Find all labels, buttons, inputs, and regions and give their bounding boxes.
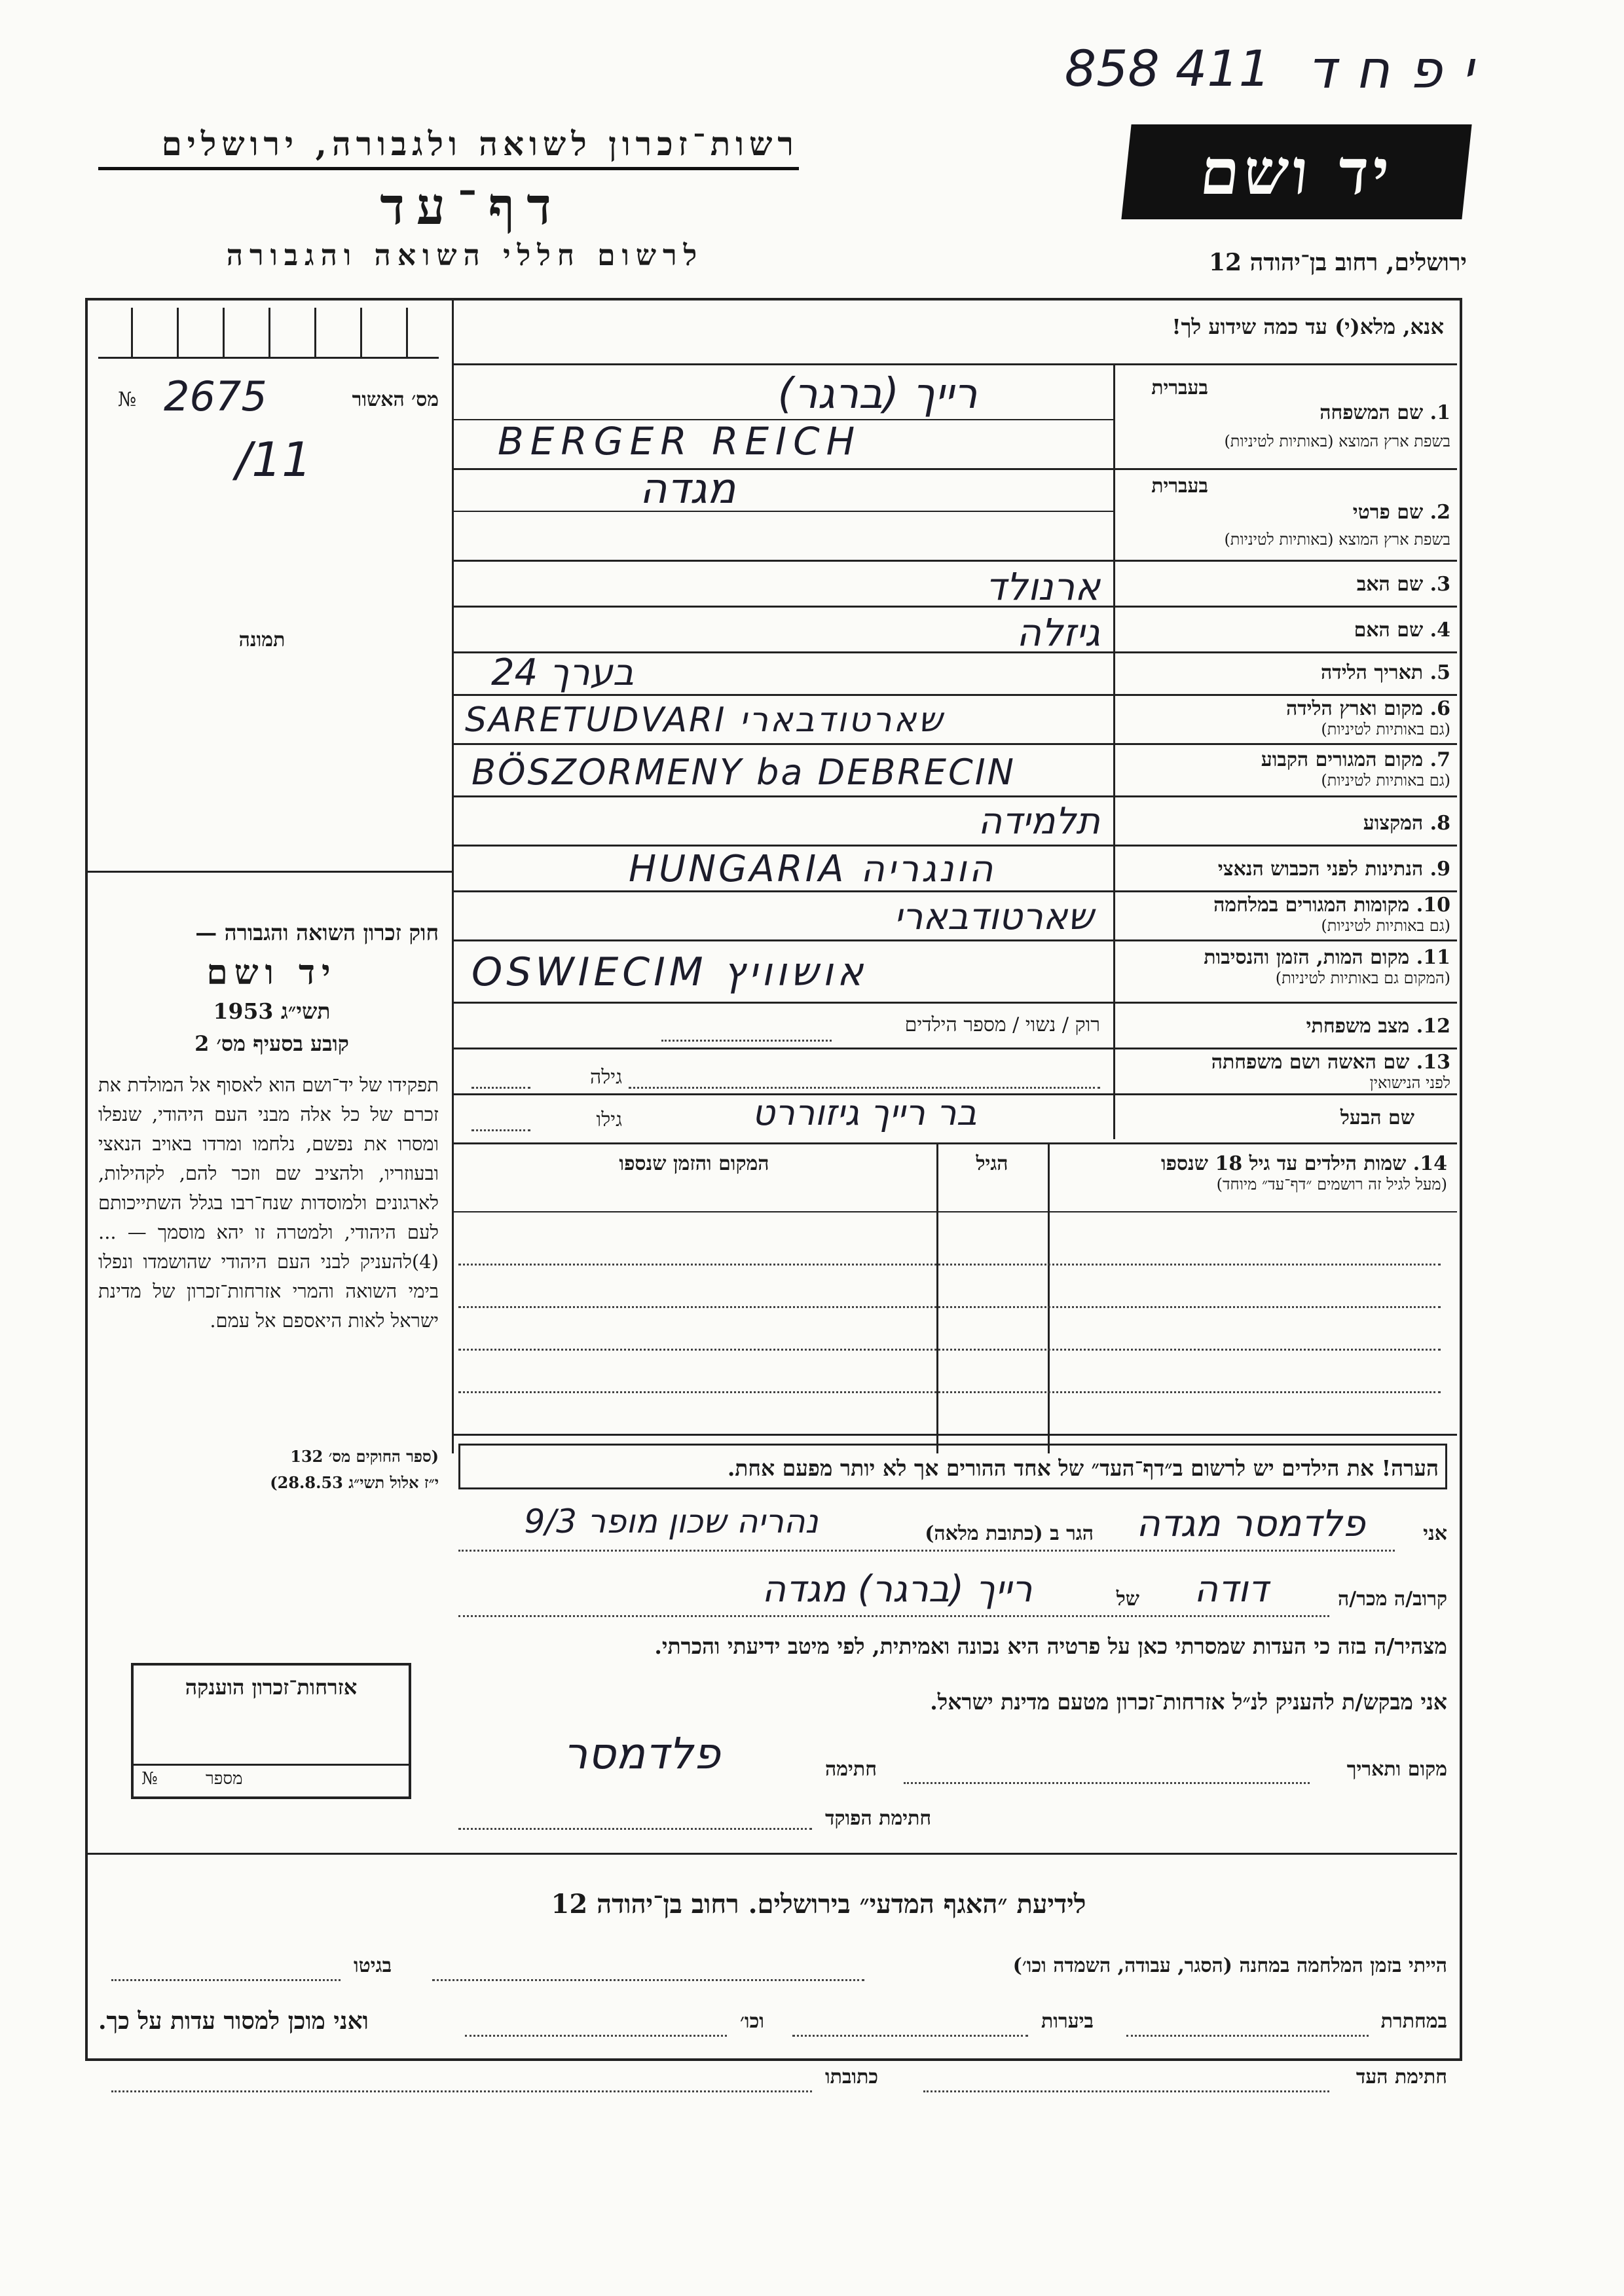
field-family-name	[1120, 376, 1450, 468]
declarant-address: נהריה שכון מופר 9/3	[524, 1503, 819, 1540]
place-date-label: מקום ותאריך	[1346, 1758, 1447, 1781]
relative-value: דודה	[1194, 1568, 1268, 1611]
approval-ticks	[98, 308, 439, 359]
first-name-hebrew-value: מגדה	[639, 465, 736, 513]
declaration-sign-row	[458, 1728, 1447, 1787]
signature-label: חתימה	[825, 1758, 877, 1781]
yad-vashem-logo: יד ושם	[1121, 124, 1471, 219]
profession-value: תלמידה	[978, 800, 1100, 843]
of-label: של	[1116, 1588, 1139, 1611]
bottom-line-3: חתימת העד כתובתו	[98, 2059, 1447, 2098]
in-hebrew-label: בעברית	[1151, 376, 1208, 399]
declaration-relative-row	[458, 1561, 1447, 1620]
law-section: קובע בסעיף מס׳ 2	[194, 1031, 349, 1056]
birth-place-value: SARETUDVARI שארטודבארי	[465, 701, 945, 740]
field-profession: 8. המקצוע	[1363, 812, 1450, 835]
law-reference-1: (ספר החוקים מס׳ 132	[290, 1447, 439, 1466]
field-1-num: 1.	[1430, 401, 1450, 424]
declaration-statement: מצהיר/ה בזה כי העדות שמסרתי כאן על פרטיה היא נכונה ואמיתית, לפי מיטב ידיעתי והכרתי.	[654, 1633, 1447, 1659]
children-note: הערה! את הילדים יש לרשום ב״דף־העד״ של אחד ההורים אך לא יותר מפעם אחת.	[458, 1444, 1447, 1489]
birth-date-value: 24 בערך	[491, 651, 635, 694]
children-header	[1054, 1152, 1447, 1194]
law-title: חוק זכרון השואה והגבורה —	[195, 920, 439, 945]
family-name-latin-value: BERGER REICH	[498, 419, 862, 464]
signature-value: פלדמסר	[563, 1728, 720, 1779]
declaration-request: אני מבקש/ת להעניק לנ״ל אזרחות־זכרון מטעם מדינת ישראל.	[930, 1689, 1447, 1715]
field-birth-place: 6. מקום וארץ הלידה (גם באותיות לטיניות)	[1285, 697, 1450, 738]
mother-name-value: גיזלה	[1016, 610, 1100, 655]
law-year-row	[105, 998, 439, 1025]
field-father-name: 3. שם האב	[1356, 573, 1450, 596]
bottom-line-2: במחתרת ביערות וכו׳ ואני מוכן למסור עדות על כך.	[98, 2003, 1447, 2043]
family-name-hebrew-value: רייך (ברגר)	[777, 370, 978, 418]
field-1-label: שם המשפחה	[1320, 401, 1424, 424]
field-2-num: 2.	[1430, 501, 1450, 524]
officer-sign-row	[458, 1794, 1447, 1833]
field-2-sub: בשפת ארץ המוצא (באותיות לטיניות)	[1224, 530, 1450, 549]
field-citizenship: 9. הנתינות לפני הכבוש הנאצי	[1217, 858, 1450, 881]
field-wife-name: 13. שם האשה ושם משפחתה לפני הנישואין	[1211, 1051, 1450, 1092]
field-marital-status: 12. מצב משפחתי	[1306, 1015, 1450, 1038]
citizenship-box	[131, 1663, 411, 1799]
field-1-sub: בשפת ארץ המוצא (באותיות לטיניות)	[1224, 432, 1450, 450]
handwritten-file-mark: יפחד	[1307, 39, 1493, 100]
org-line: רשות־זכרון לשואה ולגבורה, ירושלים	[98, 124, 799, 170]
field-residence: 7. מקום המגורים הקבוע (גם באותיות לטיניות)	[1261, 748, 1450, 790]
citizenship-box-title: אזרחות־זכרון הוענקה	[185, 1675, 358, 1700]
children-place-header: המקום והזמן שנספו	[619, 1152, 769, 1175]
wife-age-label: גילה	[589, 1066, 622, 1089]
field-mother-name: 4. שם האם	[1354, 619, 1450, 642]
law-year-hebrew: תשי״ג	[280, 998, 331, 1024]
law-name: יד ושם	[206, 953, 337, 993]
law-year: 1953	[213, 998, 274, 1024]
wartime-residence-value: שארטודבארי	[894, 896, 1094, 938]
citizenship-value: HUNGARIA הונגריה	[629, 848, 996, 890]
approval-number: 2675	[164, 373, 267, 420]
no-symbol: №	[118, 388, 137, 411]
husband-age-label: גילו	[596, 1108, 622, 1131]
officer-label: חתימת הפוקד	[825, 1807, 932, 1830]
children-age-header: הגיל	[976, 1152, 1008, 1175]
form-subtitle: לרשום חללי השואה והגבורה	[226, 239, 704, 272]
field-death-place: 11. מקום המות, הזמן והנסיבות (המקום גם באותיות לטיניות)	[1204, 946, 1450, 987]
relative-label: קרוב/ה מכר/ה	[1338, 1588, 1447, 1611]
field-first-name: בעברית 2. שם פרטי בשפת ארץ המוצא (באותיות לטיניות)	[1151, 475, 1450, 549]
resides-label: הגר ב (כתובת מלאה)	[925, 1522, 1094, 1545]
bottom-title: לידיעת ״האגף המדעי״ בירושלים. רחוב בן־יהודה 12	[551, 1889, 1086, 1920]
law-reference-2: י״ז אלול תשי״ג 28.8.53)	[270, 1473, 439, 1492]
address: ירושלים, רחוב בן־יהודה 12	[1208, 249, 1467, 276]
handwritten-file-number: 858 411	[1064, 39, 1270, 98]
field-2-label: שם פרטי	[1352, 501, 1424, 524]
approval-suffix: /11	[236, 432, 312, 487]
citizenship-box-no: №	[141, 1769, 158, 1789]
i-label: אני	[1423, 1522, 1447, 1545]
victim-name-value: רייך (ברגר) מגדה	[762, 1568, 1033, 1611]
children-sub: (מעל לגיל זה רושמים ״דף־עד״ מיוחד)	[1216, 1175, 1447, 1194]
residence-value: BÖSZORMENY ba DEBRECIN	[471, 752, 1016, 793]
form-intro: אנא, מלא(י) עד כמה שידוע לך!	[1172, 314, 1444, 339]
marital-status-value: רוק / נשוי / מספר הילדים	[904, 1013, 1100, 1036]
field-birth-date: 5. תאריך הלידה	[1321, 661, 1450, 684]
form-title: דף־עד	[380, 177, 563, 236]
declaration-i-row	[458, 1496, 1447, 1555]
children-label: 14. שמות הילדים עד גיל 18 שנספו	[1160, 1152, 1447, 1175]
approval-label: מס׳ האשור	[352, 388, 439, 411]
death-place-value: OSWIECIM אושוויץ	[471, 949, 868, 995]
husband-name-value: בר רייך גיזוררט	[752, 1092, 977, 1133]
field-husband-name: שם הבעל	[1340, 1106, 1414, 1129]
declarant-name: פלדמסר מגדה	[1136, 1503, 1365, 1545]
citizenship-box-number-label: מספר	[206, 1769, 243, 1789]
law-text: תפקידו של יד־ושם הוא לאסוף אל המולדת את זכרם של כל אלה מבני העם היהודי, שנפלו ומסרו את נפשם, נלחמו ומרדו באויב הנאצי ובעוזריו, ולהציב שם וזכר להם, לקהילות, לארגונים ולמוסדות שנח־רבו בגלל השתייכותם לעם היהודי, ולמטרה זו יהא מוסמך — ...(4)להעניק לבני העם היהודי שהושמדו ונפלו בימי השואה והמרי אזרחות־זכרון של מדינת ישראל לאות היאספם אל עמם.	[98, 1074, 439, 1332]
bottom-line-1: הייתי בזמן המלחמה במחנה (הסגר, עבודה, השמדה וכו׳) בגיטו	[98, 1948, 1447, 1987]
photo-label: תמונה	[238, 629, 286, 651]
field-wartime-residence: 10. מקומות המגורים במלחמה (גם באותיות לטיניות)	[1213, 894, 1450, 935]
father-name-value: ארנולד	[985, 564, 1100, 609]
approval-number-row	[111, 373, 439, 422]
